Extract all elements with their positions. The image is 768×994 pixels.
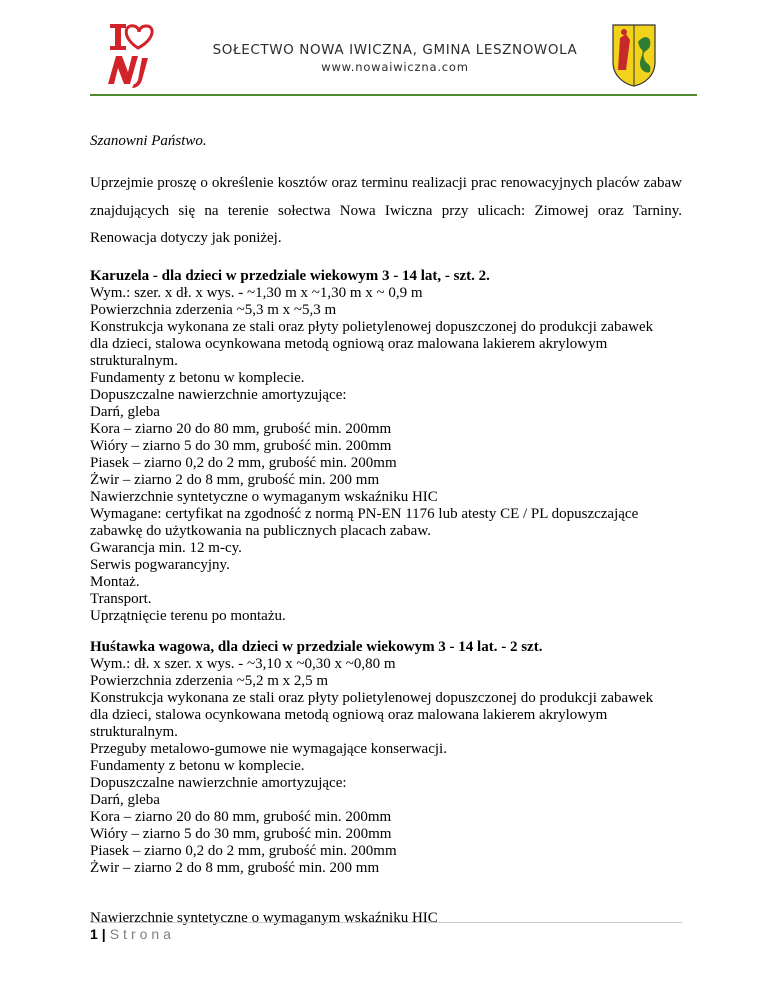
spec-line: Piasek – ziarno 0,2 do 2 mm, grubość min. 200mm <box>90 842 397 859</box>
page-footer <box>90 926 175 942</box>
spec-line: Konstrukcja wykonana ze stali oraz płyty polietylenowej dopuszczonej do produkcji zabawek <box>90 689 654 706</box>
spec-line: Nawierzchnie syntetyczne o wymaganym wskaźniku HIC <box>90 488 438 505</box>
spec-line: Serwis pogwarancyjny. <box>90 556 230 573</box>
spec-line: zabawkę do użytkowania na publicznych placach zabaw. <box>90 522 431 539</box>
section-title: Karuzela - dla dzieci w przedziale wiekowym 3 - 14 lat, - szt. 2. <box>90 267 490 284</box>
spec-line: Kora – ziarno 20 do 80 mm, grubość min. 200mm <box>90 808 392 825</box>
coat-of-arms-icon <box>610 22 658 88</box>
spec-line: Darń, gleba <box>90 403 160 420</box>
spec-line: Fundamenty z betonu w komplecie. <box>90 369 305 386</box>
spec-line: Dopuszczalne nawierzchnie amortyzujące: <box>90 774 347 791</box>
spec-line: Piasek – ziarno 0,2 do 2 mm, grubość min. 200mm <box>90 454 397 471</box>
spec-line: Wymagane: certyfikat na zgodność z normą PN-EN 1176 lub atesty CE / PL dopuszczające <box>90 505 639 522</box>
spec-line: Dopuszczalne nawierzchnie amortyzujące: <box>90 386 347 403</box>
spec-line: Żwir – ziarno 2 do 8 mm, grubość min. 200 mm <box>90 471 380 488</box>
spec-line: strukturalnym. <box>90 352 178 369</box>
spec-line: dla dzieci, stalowa ocynkowana metodą ogniową oraz malowana lakierem akrylowym <box>90 706 608 723</box>
spec-line: Wióry – ziarno 5 do 30 mm, grubość min. 200mm <box>90 825 392 842</box>
footer-divider <box>90 922 682 923</box>
spec-line: Wym.: dł. x szer. x wys. - ~3,10 x ~0,30 x ~0,80 m <box>90 655 396 672</box>
page-header <box>90 14 697 96</box>
letter-body <box>90 128 682 927</box>
spec-line: strukturalnym. <box>90 723 178 740</box>
spec-line: Fundamenty z betonu w komplecie. <box>90 757 305 774</box>
section-karuzela <box>90 268 682 625</box>
spec-line: Uprzątnięcie terenu po montażu. <box>90 607 286 624</box>
section-hustawka <box>90 639 682 877</box>
footer-separator: | <box>101 926 106 942</box>
spec-line: dla dzieci, stalowa ocynkowana metodą ogniową oraz malowana lakierem akrylowym <box>90 335 608 352</box>
header-divider <box>90 94 697 96</box>
header-url[interactable]: www.nowaiwiczna.com <box>321 60 469 74</box>
spec-line: Powierzchnia zderzenia ~5,2 m x 2,5 m <box>90 672 329 689</box>
trailing-line: Nawierzchnie syntetyczne o wymaganym wskaźniku HIC <box>90 909 438 926</box>
footer-label: Strona <box>109 926 175 942</box>
spec-line: Darń, gleba <box>90 791 160 808</box>
spec-line: Gwarancja min. 12 m-cy. <box>90 539 242 556</box>
spec-line: Kora – ziarno 20 do 80 mm, grubość min. 200mm <box>90 420 392 437</box>
header-title: SOŁECTWO NOWA IWICZNA, GMINA LESZNOWOLA <box>212 42 578 58</box>
spec-line: Transport. <box>90 590 152 607</box>
section-title: Huśtawka wagowa, dla dzieci w przedziale wiekowym 3 - 14 lat. - 2 szt. <box>90 638 543 655</box>
spec-line: Żwir – ziarno 2 do 8 mm, grubość min. 200 mm <box>90 859 380 876</box>
intro-paragraph: Uprzejmie proszę o określenie kosztów oraz terminu realizacji prac renowacyjnych placów zabaw znajdujących się na terenie sołectwa Nowa Iwiczna przy ulicach: Zimowej oraz Tarniny. Renowacja dotyczy jak poniżej. <box>90 175 682 246</box>
spec-line: Konstrukcja wykonana ze stali oraz płyty polietylenowej dopuszczonej do produkcji zabawek <box>90 318 654 335</box>
i-love-ni-logo-icon <box>102 18 162 90</box>
page-number: 1 <box>90 926 98 942</box>
spec-line: Powierzchnia zderzenia ~5,3 m x ~5,3 m <box>90 301 337 318</box>
spec-line: Przeguby metalowo-gumowe nie wymagające konserwacji. <box>90 740 447 757</box>
spec-line: Wym.: szer. x dł. x wys. - ~1,30 m x ~1,30 m x ~ 0,9 m <box>90 284 423 301</box>
greeting: Szanowni Państwo. <box>90 133 207 149</box>
spec-line: Montaż. <box>90 573 140 590</box>
spec-line: Wióry – ziarno 5 do 30 mm, grubość min. 200mm <box>90 437 392 454</box>
